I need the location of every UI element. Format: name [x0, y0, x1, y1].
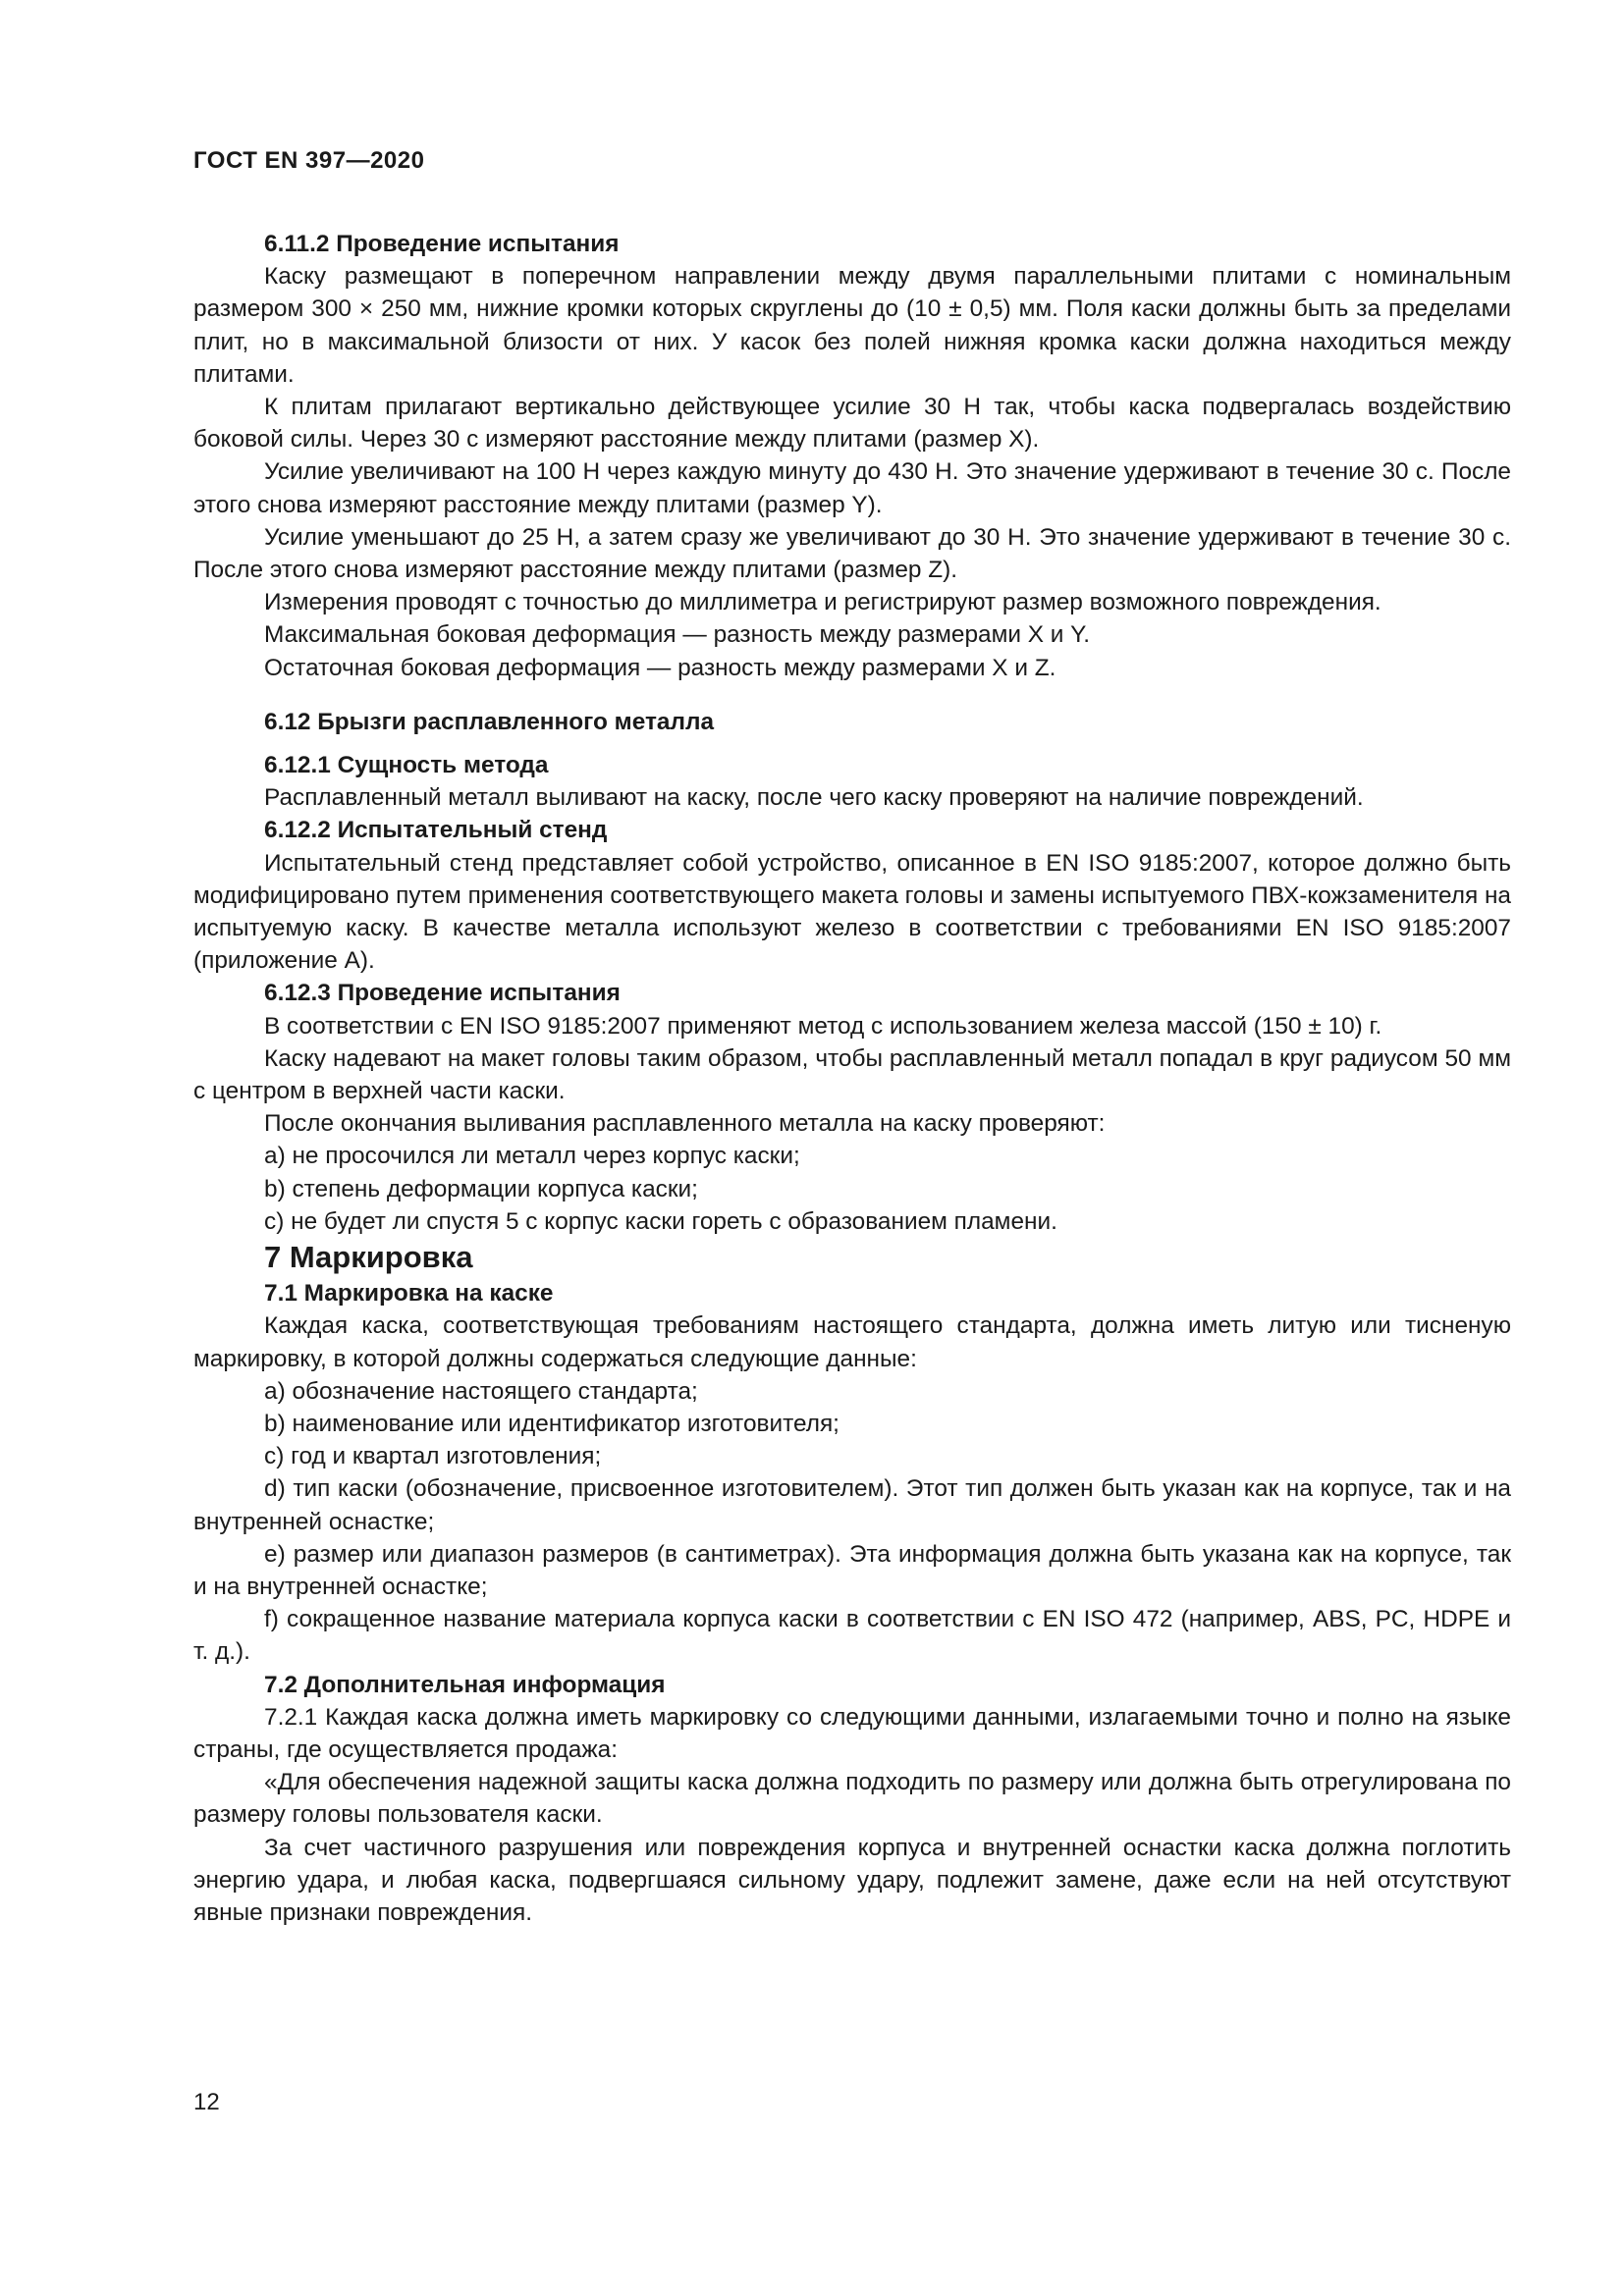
- paragraph: К плитам прилагают вертикально действующее усилие 30 Н так, чтобы каска подвергалась воздействию боковой силы. Через 30 с измеряют расстояние между плитами (размер X).: [193, 394, 1511, 454]
- list-item: f) сокращенное название материала корпуса каски в соответствии с EN ISO 472 (например, ABS, PC, HDPE и т. д.).: [193, 1606, 1511, 1666]
- paragraph: Остаточная боковая деформация — разность между размерами X и Z.: [264, 654, 1056, 681]
- paragraph: «Для обеспечения надежной защиты каска должна подходить по размеру или должна быть отрегулирована по размеру головы пользователя каски.: [193, 1769, 1511, 1829]
- paragraph: Расплавленный металл выливают на каску, после чего каску проверяют на наличие повреждений.: [264, 784, 1364, 812]
- paragraph: 7.2.1 Каждая каска должна иметь маркировку со следующими данными, излагаемыми точно и полно на языке страны, где осуществляется продажа:: [193, 1703, 1511, 1763]
- document-header: ГОСТ EN 397—2020: [193, 147, 425, 174]
- section-heading-7-1: 7.1 Маркировка на каске: [264, 1280, 554, 1308]
- section-heading-6-12: 6.12 Брызги расплавленного металла: [264, 708, 715, 735]
- paragraph: Усилие уменьшают до 25 Н, а затем сразу же увеличивают до 30 Н. Это значение удерживают в течение 30 с. После этого снова измеряют расстояние между плитами (размер Z).: [193, 523, 1511, 584]
- list-item: b) степень деформации корпуса каски;: [264, 1175, 698, 1202]
- list-item: d) тип каски (обозначение, присвоенное изготовителем). Этот тип должен быть указан как на корпусе, так и на внутренней оснастке;: [193, 1475, 1511, 1535]
- paragraph: Испытательный стенд представляет собой устройство, описанное в EN ISO 9185:2007, которое должно быть модифицировано путем применения соответствующего макета головы и замены испытуемого ПВХ-кожзаменителя на испытуемую каску. В качестве металла используют железо в соответствии с требованиями EN ISO 9185:2007 (приложение А).: [193, 849, 1511, 975]
- paragraph: Усилие увеличивают на 100 Н через каждую минуту до 430 Н. Это значение удерживают в течение 30 с. После этого снова измеряют расстояние между плитами (размер Y).: [193, 458, 1511, 518]
- section-heading-6-11-2: 6.11.2 Проведение испытания: [264, 231, 620, 257]
- paragraph: Каждая каска, соответствующая требованиям настоящего стандарта, должна иметь литую или тисненую маркировку, в которой должны содержаться следующие данные:: [193, 1312, 1511, 1372]
- list-item: c) не будет ли спустя 5 с корпус каски гореть с образованием пламени.: [264, 1207, 1057, 1235]
- paragraph: Каску надевают на макет головы таким образом, чтобы расплавленный металл попадал в круг радиусом 50 мм с центром в верхней части каски.: [193, 1044, 1511, 1105]
- document-body: [193, 228, 1511, 1929]
- section-heading-6-12-1: 6.12.1 Сущность метода: [264, 752, 549, 779]
- paragraph: За счет частичного разрушения или повреждения корпуса и внутренней оснастки каска должна поглотить энергию удара, и любая каска, подвергшаяся сильному удару, подлежит замене, даже если на ней отсутствуют явные признаки повреждения.: [193, 1834, 1511, 1926]
- section-heading-7-2: 7.2 Дополнительная информация: [264, 1671, 666, 1698]
- page-number: 12: [193, 2089, 220, 2115]
- chapter-heading-7: 7 Маркировка: [264, 1240, 473, 1275]
- section-heading-6-12-3: 6.12.3 Проведение испытания: [264, 980, 621, 1007]
- list-item: b) наименование или идентификатор изготовителя;: [264, 1410, 839, 1437]
- list-item: a) обозначение настоящего стандарта;: [264, 1377, 698, 1405]
- paragraph: После окончания выливания расплавленного металла на каску проверяют:: [264, 1110, 1106, 1138]
- paragraph: В соответствии с EN ISO 9185:2007 применяют метод с использованием железа массой (150 ± 10) г.: [264, 1012, 1382, 1040]
- list-item: c) год и квартал изготовления;: [264, 1443, 602, 1470]
- section-heading-6-12-2: 6.12.2 Испытательный стенд: [264, 817, 608, 844]
- paragraph: Каску размещают в поперечном направлении между двумя параллельными плитами с номинальным размером 300 × 250 мм, нижние кромки которых скруглены до (10 ± 0,5) мм. Поля каски должны быть за пределами плит, но в максимальной близости от них. У касок без полей нижняя кромка каски должна находиться между плитами.: [193, 263, 1511, 388]
- list-item: e) размер или диапазон размеров (в сантиметрах). Эта информация должна быть указана как на корпусе, так и на внутренней оснастке;: [193, 1540, 1511, 1600]
- list-item: a) не просочился ли металл через корпус каски;: [264, 1143, 800, 1170]
- paragraph: Максимальная боковая деформация — разность между размерами X и Y.: [264, 621, 1091, 649]
- paragraph: Измерения проводят с точностью до миллиметра и регистрируют размер возможного повреждения.: [264, 589, 1381, 616]
